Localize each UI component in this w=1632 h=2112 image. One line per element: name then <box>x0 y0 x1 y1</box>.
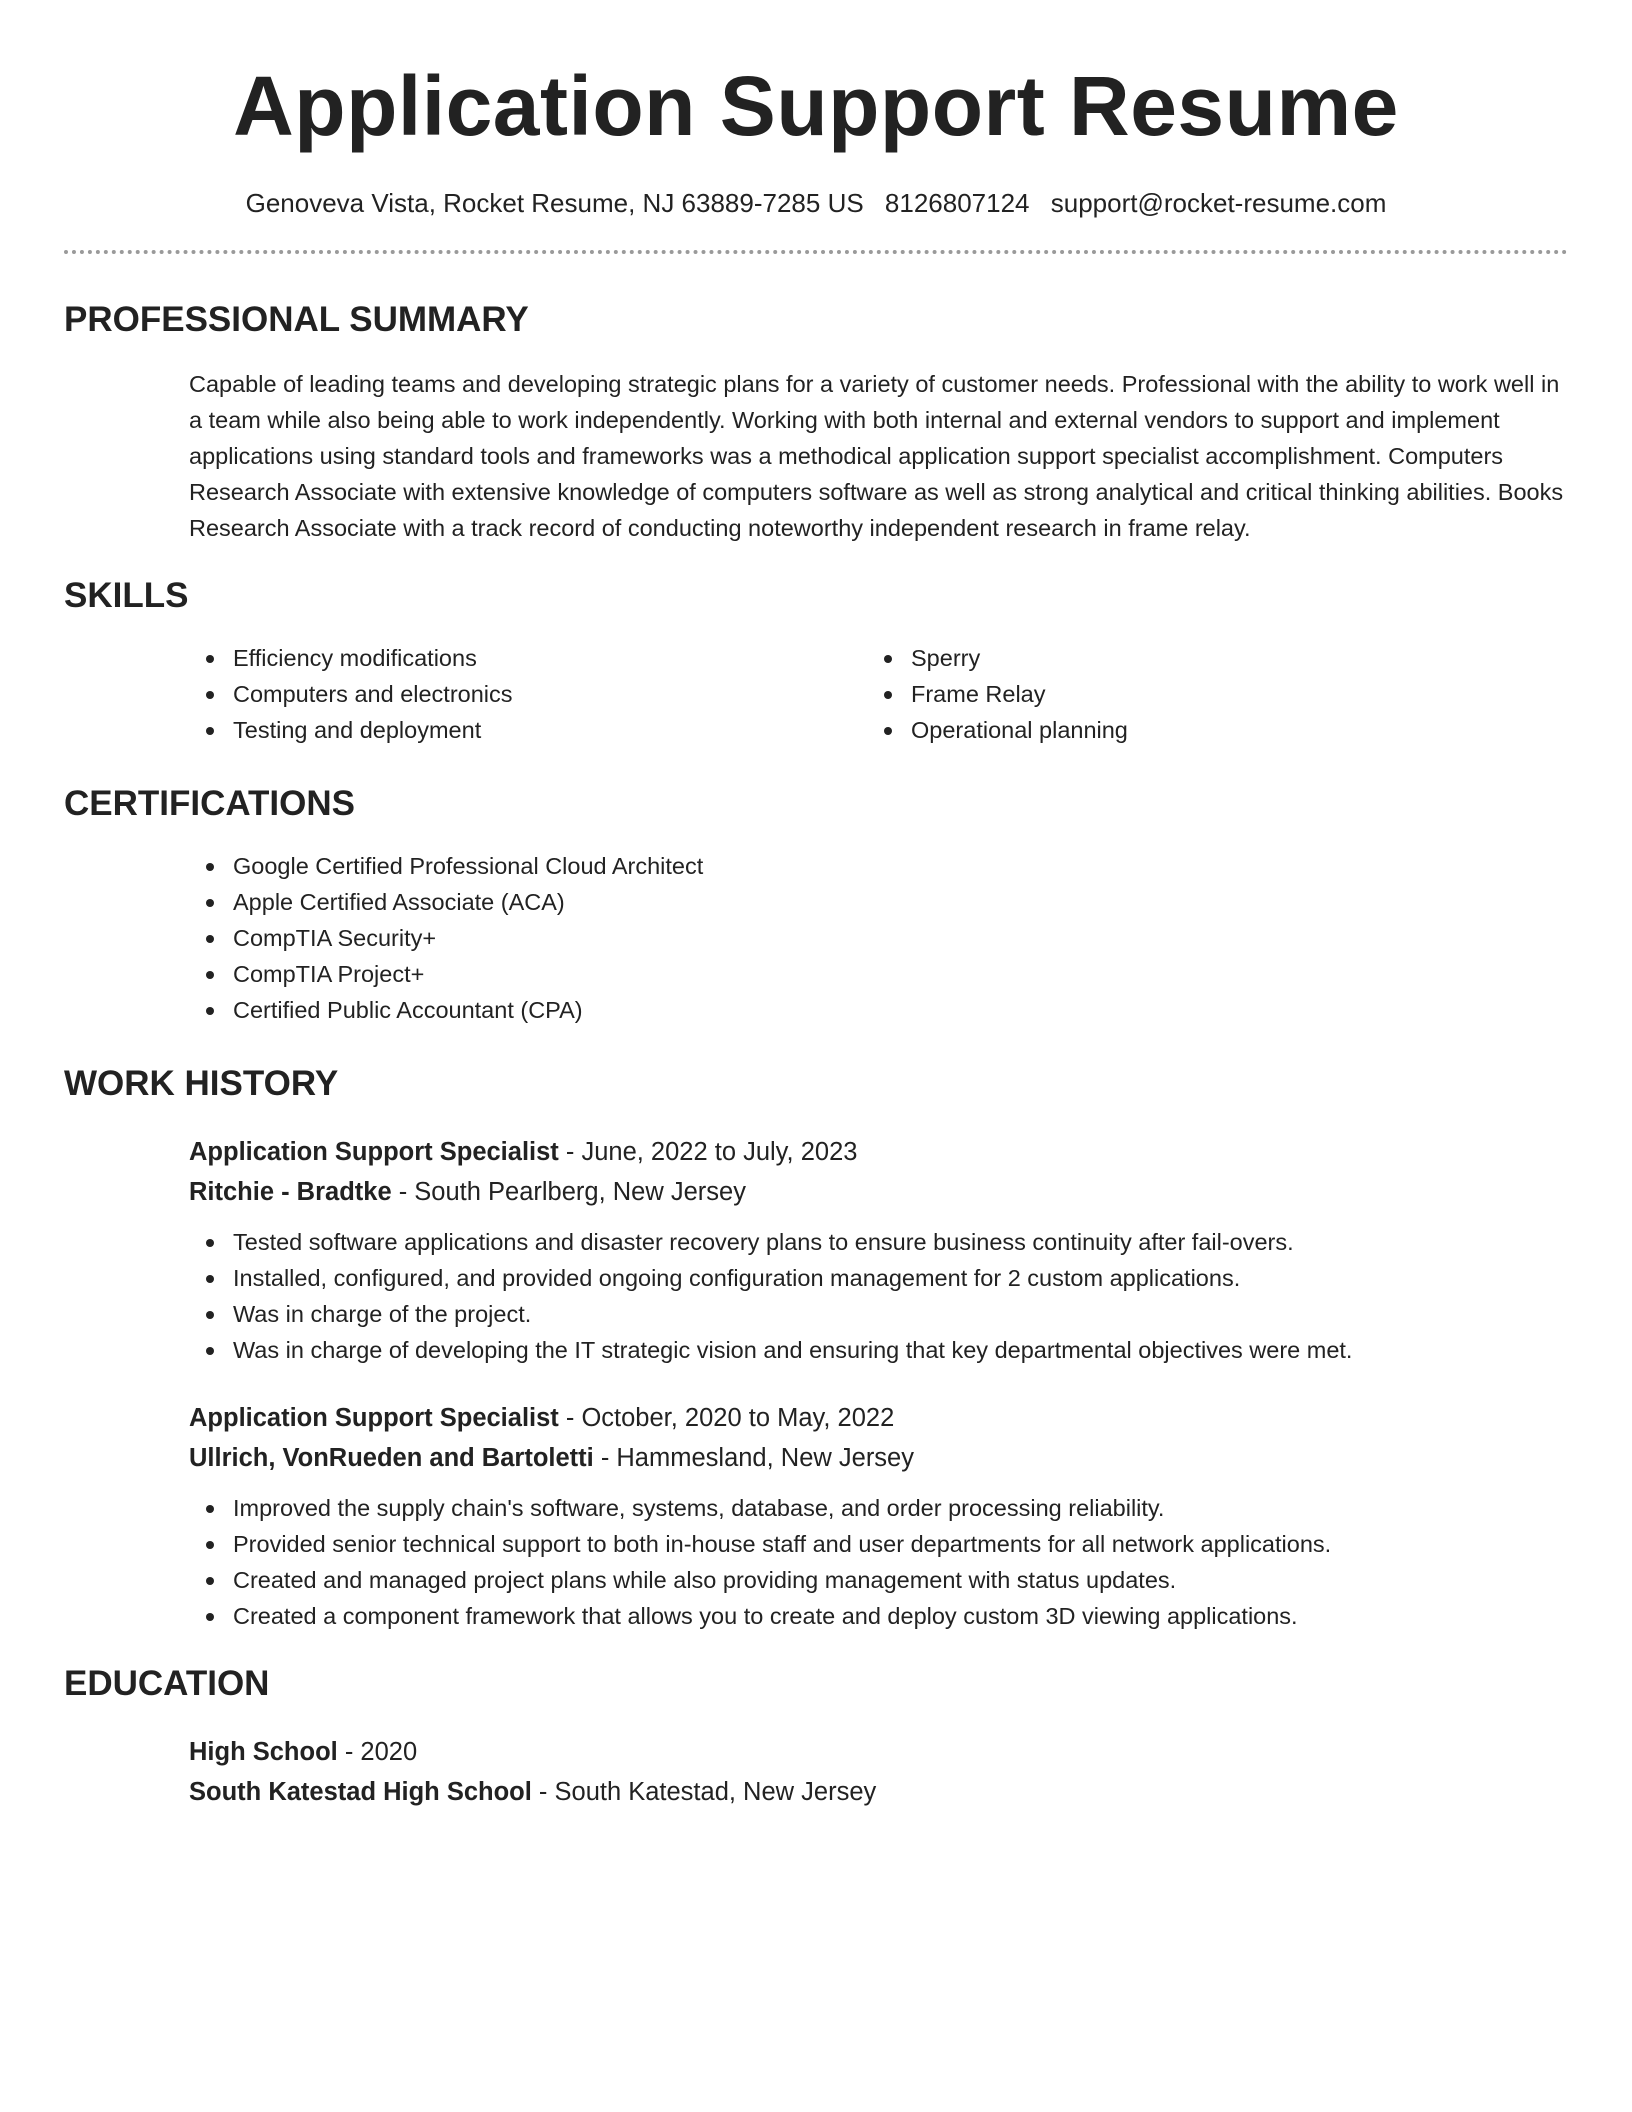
header-divider <box>64 250 1568 254</box>
skill-item: Testing and deployment <box>189 712 867 748</box>
job-company-line <box>189 1438 1568 1478</box>
skills-section <box>64 574 1568 748</box>
certification-item: Apple Certified Associate (ACA) <box>189 884 1568 920</box>
resume-header <box>64 0 1568 254</box>
education-school: South Katestad High School <box>189 1778 532 1806</box>
job-bullet: Installed, configured, and provided ongoing configuration management for 2 custom applications. <box>189 1260 1568 1296</box>
job-entry <box>189 1132 1568 1368</box>
section-heading-summary: PROFESSIONAL SUMMARY <box>64 300 529 339</box>
education-school-line <box>189 1772 1568 1812</box>
skill-item: Operational planning <box>867 712 1545 748</box>
job-bullet: Tested software applications and disaster recovery plans to ensure business continuity after fail-overs. <box>189 1224 1568 1260</box>
skill-item: Computers and electronics <box>189 676 867 712</box>
job-location: - South Pearlberg, New Jersey <box>391 1178 746 1206</box>
section-heading-certifications: CERTIFICATIONS <box>64 784 356 823</box>
job-bullets <box>189 1224 1568 1368</box>
education-degree: High School <box>189 1738 338 1766</box>
job-bullet: Created and managed project plans while also providing management with status updates. <box>189 1562 1568 1598</box>
skill-item: Sperry <box>867 640 1545 676</box>
skills-column-right <box>867 640 1545 748</box>
skills-grid <box>189 640 1568 748</box>
section-heading-skills: SKILLS <box>64 576 189 615</box>
education-location: - South Katestad, New Jersey <box>531 1778 877 1806</box>
job-title: Application Support Specialist <box>189 1404 559 1432</box>
contact-phone: 8126807124 <box>884 188 1030 218</box>
certification-item: CompTIA Project+ <box>189 956 1568 992</box>
job-dates: - June, 2022 to July, 2023 <box>558 1138 858 1166</box>
contact-email: support@rocket-resume.com <box>1050 188 1387 218</box>
professional-summary-section <box>64 298 1568 546</box>
job-bullets <box>189 1490 1568 1634</box>
section-heading-work-history: WORK HISTORY <box>64 1064 339 1103</box>
skills-column-left <box>189 640 867 748</box>
education-degree-line <box>189 1732 1568 1772</box>
certification-item: CompTIA Security+ <box>189 920 1568 956</box>
skill-item: Frame Relay <box>867 676 1545 712</box>
job-company: Ritchie - Bradtke <box>189 1178 392 1206</box>
job-company-line <box>189 1172 1568 1212</box>
education-section <box>64 1662 1568 1812</box>
job-bullet: Provided senior technical support to both in-house staff and user departments for all network applications. <box>189 1526 1568 1562</box>
certification-item: Google Certified Professional Cloud Architect <box>189 848 1568 884</box>
education-year: - 2020 <box>337 1738 418 1766</box>
job-company: Ullrich, VonRueden and Bartoletti <box>189 1444 594 1472</box>
certification-item: Certified Public Accountant (CPA) <box>189 992 1568 1028</box>
summary-text: Capable of leading teams and developing strategic plans for a variety of customer needs. Professional with the ability to work well in a team while also being able to work independently. Working with both internal and external vendors to support and implement applications using standard tools and frameworks was a methodical application support specialist accomplishment. Computers Research Associate with extensive knowledge of computers software as well as strong analytical and critical thinking abilities. Books Research Associate with a track record of conducting noteworthy independent research in frame relay. <box>189 371 1564 541</box>
job-location: - Hammesland, New Jersey <box>593 1444 914 1472</box>
job-title-line <box>189 1398 1568 1438</box>
job-title-line <box>189 1132 1568 1172</box>
job-bullet: Created a component framework that allows you to create and deploy custom 3D viewing applications. <box>189 1598 1568 1634</box>
resume-title: Application Support Resume <box>233 59 1399 153</box>
job-bullet: Improved the supply chain's software, systems, database, and order processing reliability. <box>189 1490 1568 1526</box>
education-entry <box>189 1732 1568 1812</box>
skill-item: Efficiency modifications <box>189 640 867 676</box>
certifications-section <box>64 782 1568 1028</box>
job-entry <box>189 1398 1568 1634</box>
job-bullet: Was in charge of the project. <box>189 1296 1568 1332</box>
job-title: Application Support Specialist <box>189 1138 559 1166</box>
contact-line <box>64 186 1568 220</box>
section-heading-education: EDUCATION <box>64 1664 270 1703</box>
job-dates: - October, 2020 to May, 2022 <box>558 1404 895 1432</box>
certifications-list <box>189 848 1568 1028</box>
work-history-section <box>64 1062 1568 1634</box>
job-bullet: Was in charge of developing the IT strategic vision and ensuring that key departmental objectives were met. <box>189 1332 1568 1368</box>
contact-address: Genoveva Vista, Rocket Resume, NJ 63889-7285 US <box>245 188 864 218</box>
